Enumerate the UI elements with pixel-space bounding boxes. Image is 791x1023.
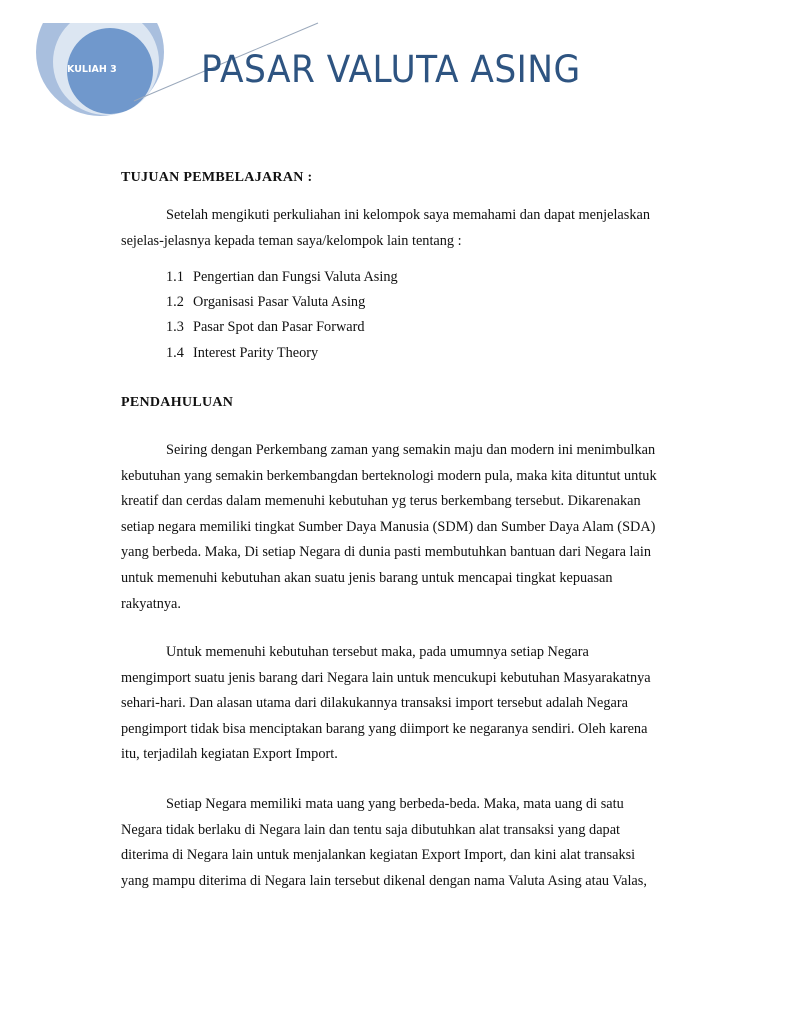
tujuan-paragraph — [121, 203, 681, 254]
text-line: Setelah mengikuti perkuliahan ini kelompok saya memahami dan dapat menjelaskan — [166, 207, 650, 223]
list-item: 1.4 Interest Parity Theory — [166, 344, 319, 361]
paragraph-2: Untuk memenuhi kebutuhan tersebut maka, pada umumnya setiap Negara mengimport suatu jenis barang dari Negara lain untuk mencukupi kebutuhan Masyarakatnya sehari-hari. Dan alasan utama dari dilakukannya transaksi import tersebut adalah Negara pengimport tidak bisa menciptakan barang yang diimport ke negaranya sendiri. Oleh karena itu, terjadilah kegiatan Export Import. — [121, 644, 651, 763]
lecture-badge: KULIAH 3 — [67, 64, 117, 75]
list-item: 1.2 Organisasi Pasar Valuta Asing — [166, 294, 366, 311]
paragraph-3: Setiap Negara memiliki mata uang yang berbeda-beda. Maka, mata uang di satu Negara tidak berlaku di Negara lain dan tentu saja dibutuhkan alat transaksi yang dapat diterima di Negara lain untuk menjalankan kegiatan Export Import, dan kini alat transaksi yang mampu diterima di Negara lain tersebut dikenal dengan nama Valuta Asing atau Valas, — [121, 796, 647, 889]
section-heading-tujuan: TUJUAN PEMBELAJARAN : — [121, 170, 313, 185]
text-line: sejelas-jelasnya kepada teman saya/kelompok lain tentang : — [121, 232, 462, 249]
paragraph-1: Seiring dengan Perkembang zaman yang semakin maju dan modern ini menimbulkan kebutuhan yang semakin berkembangdan berteknologi modern pula, maka kita dituntut untuk kreatif dan cerdas dalam memenuhi kebutuhan yg terus berkembang tersebut. Dikarenakan setiap negara memiliki tingkat Sumber Daya Manusia (SDM) dan Sumber Daya Alam (SDA) yang berbeda. Maka, Di setiap Negara di dunia pasti membutuhkan bantuan dari Negara lain untuk memenuhi kebutuhan akan suatu jenis barang untuk mencapai tingkat kepuasan rakyatnya. — [121, 442, 657, 612]
page-title: PASAR VALUTA ASING — [201, 48, 581, 91]
list-item: 1.1 Pengertian dan Fungsi Valuta Asing — [166, 269, 398, 285]
list-item: 1.3 Pasar Spot dan Pasar Forward — [166, 319, 365, 336]
section-heading-pendahuluan: PENDAHULUAN — [121, 395, 234, 410]
objectives-list — [166, 265, 398, 366]
